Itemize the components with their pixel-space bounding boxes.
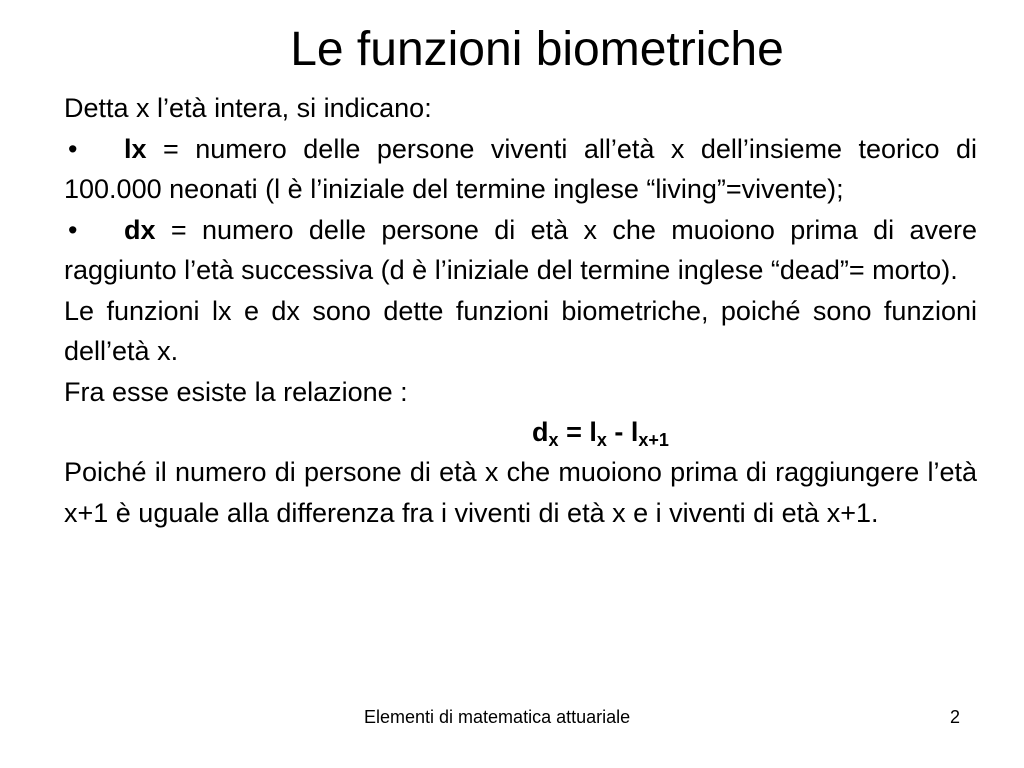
- bullet-text-lx: = numero delle persone viventi all’età x dell’insieme teorico di 100.000 neonati (l è l’iniziale del termine inglese “living”=vivente);: [64, 133, 977, 204]
- bullet-icon: •: [68, 214, 78, 245]
- bullet-dx: [64, 210, 977, 291]
- formula-l1: l: [589, 417, 597, 447]
- formula-minus: -: [606, 417, 631, 447]
- paragraph-definition: Le funzioni lx e dx sono dette funzioni biometriche, poiché sono funzioni dell’età x.: [64, 295, 977, 366]
- bullet-term-lx: lx: [124, 133, 147, 164]
- formula-d-sub: x: [548, 430, 559, 450]
- intro-text: Detta x l’età intera, si indicano:: [64, 93, 432, 123]
- bullet-lx: [64, 129, 977, 210]
- formula: [64, 412, 977, 452]
- paragraph-explanation: Poiché il numero di persone di età x che muoiono prima di raggiungere l’età x+1 è uguale alla differenza fra i viventi di età x e i viventi di età x+1.: [64, 457, 977, 528]
- formula-l2: l: [630, 417, 639, 447]
- page-number: 2: [950, 707, 961, 727]
- slide-body: [64, 88, 977, 533]
- slide-title: Le funzioni biometriche: [290, 23, 784, 76]
- formula-l2-sub: x+1: [638, 430, 669, 450]
- bullet-text-dx: = numero delle persone di età x che muoiono prima di avere raggiunto l’età successiva (d è l’iniziale del termine inglese “dead”= morto).: [64, 214, 977, 285]
- formula-d: d: [532, 417, 549, 447]
- bullet-icon: •: [68, 133, 78, 164]
- footer-text: Elementi di matematica attuariale: [364, 707, 631, 727]
- paragraph-relation: Fra esse esiste la relazione :: [64, 376, 408, 407]
- formula-l1-sub: x: [596, 430, 607, 450]
- formula-equals: =: [558, 417, 590, 447]
- bullet-term-dx: dx: [124, 214, 156, 245]
